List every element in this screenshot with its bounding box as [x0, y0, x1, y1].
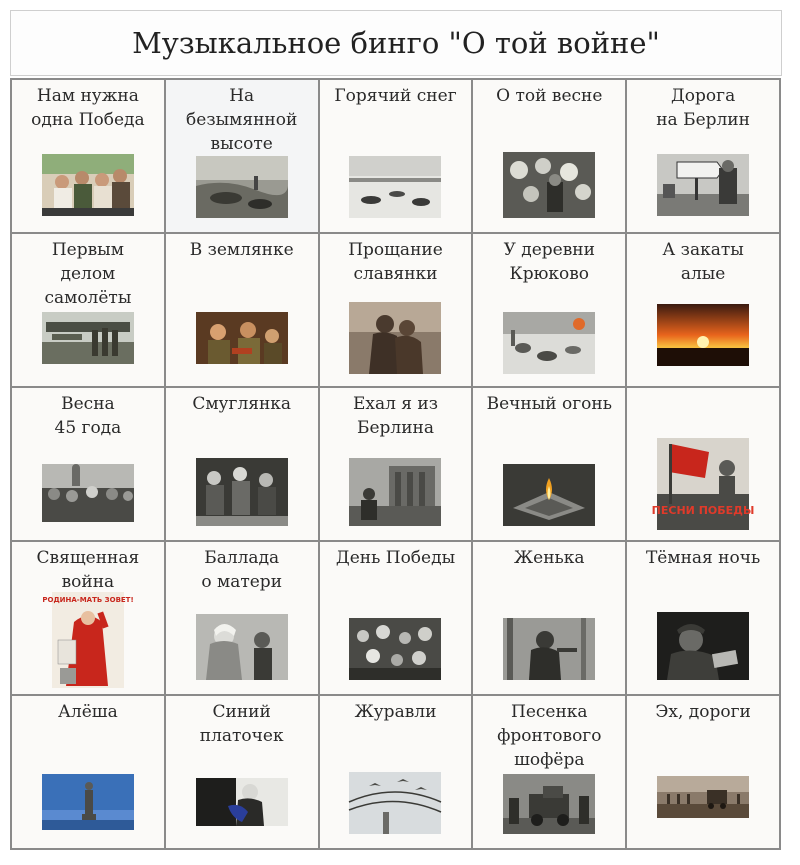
cell-label: Первым делом самолёты [44, 240, 132, 308]
bingo-cell-25[interactable] [627, 696, 779, 848]
cell-label: Нам нужна одна Победа [31, 86, 145, 130]
bingo-cell-17[interactable] [166, 542, 318, 694]
bingo-cell-11[interactable] [12, 388, 164, 540]
photo-group-singing [42, 154, 134, 216]
photo-cranes-barbed-wire [349, 772, 441, 834]
bingo-grid [10, 78, 781, 850]
photo-berlin-sign [657, 154, 749, 216]
bingo-cell-16[interactable] [12, 542, 164, 694]
photo-front-truck [503, 774, 595, 834]
photo-eternal-flame [503, 464, 595, 526]
photo-farewell-monument [349, 302, 441, 374]
cell-label: Смуглянка [192, 394, 292, 414]
cell-label: День Победы [335, 548, 456, 568]
photo-mother-film [196, 614, 288, 680]
bingo-cell-1[interactable] [12, 80, 164, 232]
bingo-cell-8[interactable] [320, 234, 472, 386]
cell-label: Горячий снег [334, 86, 457, 106]
cell-label: Журавли [354, 702, 437, 722]
cell-label: Синий платочек [199, 702, 284, 746]
bingo-cell-14[interactable] [473, 388, 625, 540]
photo-pilots-planes [42, 312, 134, 364]
bingo-cell-21[interactable] [12, 696, 164, 848]
photo-soldiers-field [196, 156, 288, 218]
cell-label: Песенка фронтового шофёра [497, 702, 602, 770]
cell-label: Женька [514, 548, 585, 568]
photo-soldier-forest [503, 618, 595, 680]
photo-victory-songs-poster [651, 438, 755, 530]
cell-label: На безымянной высоте [186, 86, 298, 154]
photo-singer-blue-scarf [196, 778, 288, 826]
bingo-cell-15[interactable] [627, 388, 779, 540]
bingo-cell-18[interactable] [320, 542, 472, 694]
cell-label: У деревни Крюково [503, 240, 595, 284]
photo-soldiers-flowers [503, 152, 595, 218]
cell-label: О той весне [496, 86, 603, 106]
photo-victory-parade [349, 618, 441, 680]
bingo-cell-9[interactable] [473, 234, 625, 386]
bingo-cell-20[interactable] [627, 542, 779, 694]
photo-reichstag-soldiers [349, 458, 441, 526]
bingo-cell-13[interactable] [320, 388, 472, 540]
photo-victory-crowd [42, 464, 134, 522]
cell-label: Эх, дороги [655, 702, 751, 722]
bingo-cell-5[interactable] [627, 80, 779, 232]
bingo-cell-22[interactable] [166, 696, 318, 848]
photo-film-soldiers [196, 458, 288, 526]
cell-label: Ехал я из Берлина [352, 394, 439, 438]
photo-road-column [657, 776, 749, 818]
photo-motherland-poster [42, 592, 134, 688]
poster-text: РОДИНА-МАТЬ ЗОВЕТ! [42, 596, 134, 604]
bingo-cell-12[interactable] [166, 388, 318, 540]
page-title: Музыкальное бинго "О той войне" [132, 26, 660, 60]
cell-label: Священная война [36, 548, 140, 592]
photo-winter-battle [503, 312, 595, 374]
bingo-cell-24[interactable] [473, 696, 625, 848]
cell-label: Алёша [58, 702, 118, 722]
photo-red-sunset [657, 304, 749, 366]
cell-label: А закаты алые [662, 240, 744, 284]
poster-text: ПЕСНИ ПОБЕДЫ [651, 504, 755, 517]
bingo-cell-3[interactable] [320, 80, 472, 232]
title-box [10, 10, 782, 76]
cell-label: Баллада о матери [201, 548, 283, 592]
bingo-cell-2[interactable] [166, 80, 318, 232]
bingo-cell-19[interactable] [473, 542, 625, 694]
cell-label: Весна 45 года [54, 394, 122, 438]
bingo-cell-10[interactable] [627, 234, 779, 386]
cell-label: Дорога на Берлин [656, 86, 750, 130]
cell-label: Прощание славянки [348, 240, 443, 284]
photo-soldier-letter [657, 612, 749, 680]
bingo-cell-4[interactable] [473, 80, 625, 232]
bingo-cell-7[interactable] [166, 234, 318, 386]
cell-label: Вечный огонь [486, 394, 612, 414]
photo-dugout-painting [196, 312, 288, 364]
bingo-cell-6[interactable] [12, 234, 164, 386]
bingo-cell-23[interactable] [320, 696, 472, 848]
photo-snowy-battlefield [349, 156, 441, 218]
cell-label: Тёмная ночь [645, 548, 761, 568]
photo-alyosha-monument [42, 774, 134, 830]
cell-label: В землянке [189, 240, 294, 260]
